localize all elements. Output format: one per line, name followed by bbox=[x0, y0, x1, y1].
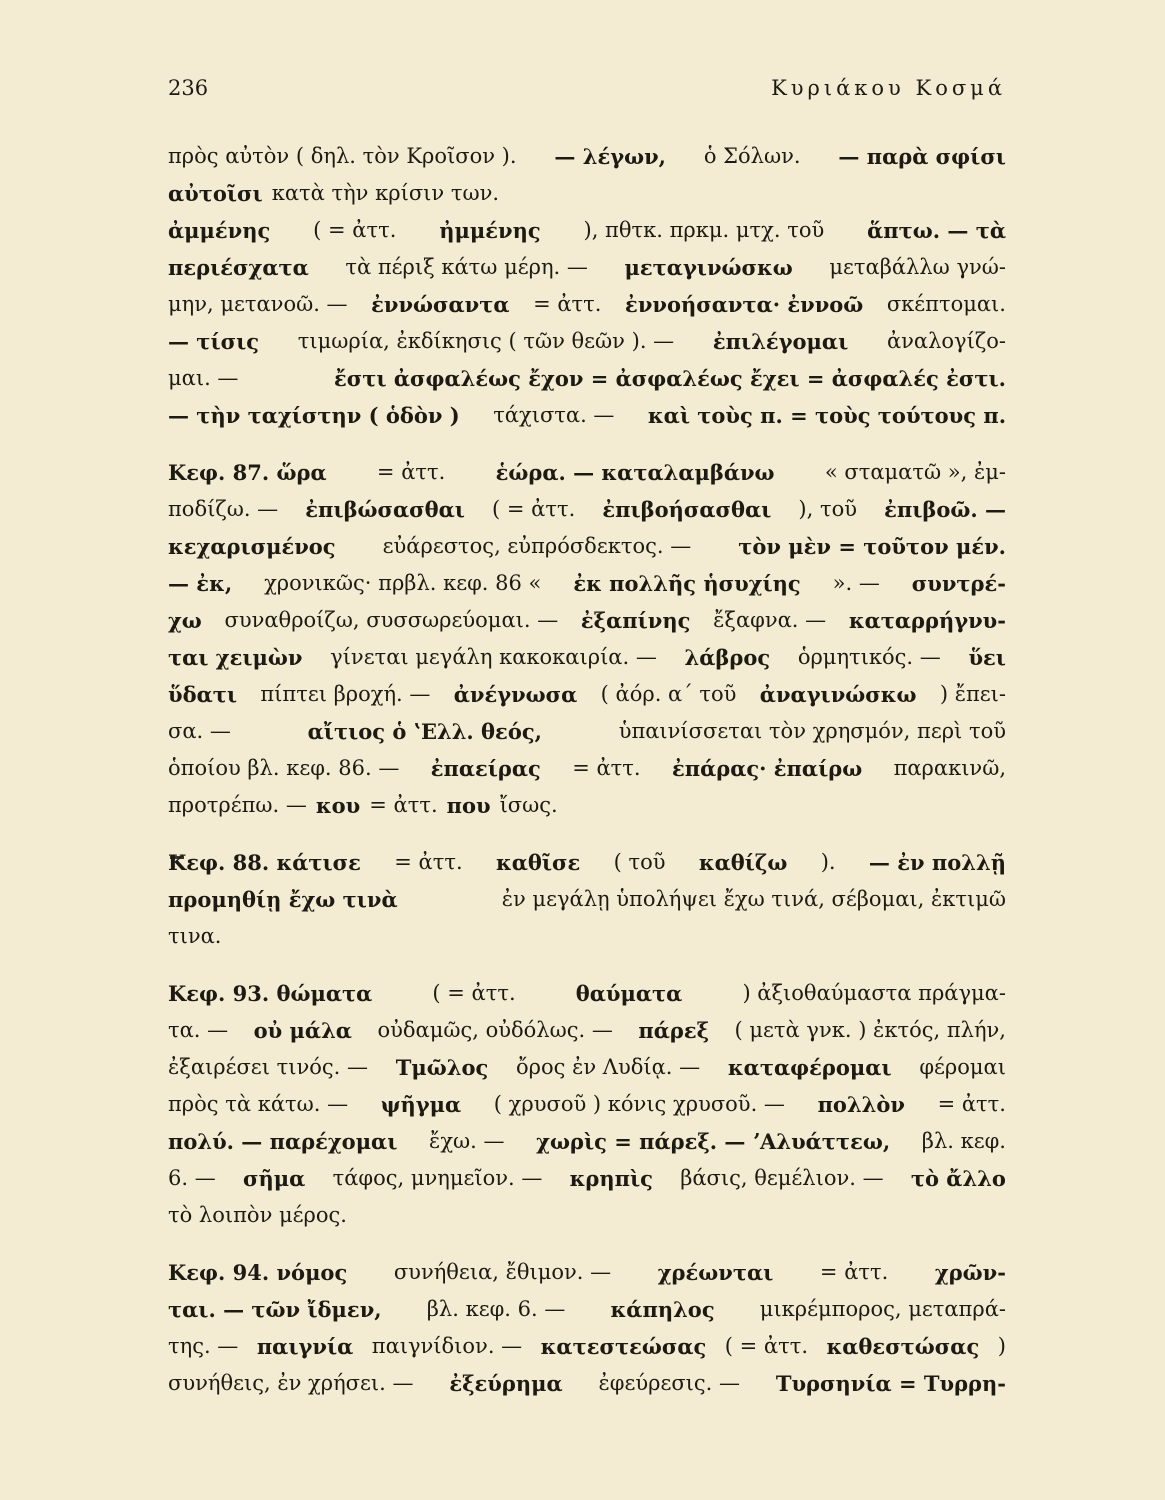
headword: ἐπάρας· ἐπαίρω bbox=[671, 756, 863, 781]
text-line bbox=[168, 323, 1006, 360]
headword: λάβρος bbox=[684, 645, 771, 670]
gloss: συναθροίζω, συσσωρεύομαι. — bbox=[224, 608, 559, 632]
paragraph bbox=[168, 454, 1006, 824]
headword: πολλὸν bbox=[817, 1092, 905, 1117]
gloss: ( ἀόρ. α΄ τοῦ bbox=[600, 682, 737, 706]
headword: ἅπτω. — τὰ bbox=[867, 218, 1006, 243]
headword: ἐπιβοῶ. — bbox=[884, 497, 1006, 522]
text-line bbox=[168, 1123, 1006, 1160]
gloss: πρὸς τὰ κάτω. — bbox=[168, 1092, 349, 1116]
text-line bbox=[168, 212, 1006, 249]
gloss: μαι. — bbox=[168, 366, 239, 390]
headword: μεταγινώσκω bbox=[624, 255, 793, 280]
text-line bbox=[168, 1012, 1006, 1049]
headword: ἐπιβώσασθαι bbox=[305, 497, 465, 522]
gloss: μικρέμπορος, μεταπρά- bbox=[759, 1297, 1006, 1321]
gloss: ποδίζω. — bbox=[168, 497, 279, 521]
text-line bbox=[168, 249, 1006, 286]
paragraph bbox=[168, 975, 1006, 1234]
gloss: ( = ἀττ. bbox=[724, 1334, 809, 1358]
gloss: πίπτει βροχή. — bbox=[260, 682, 431, 706]
gloss: βλ. κεφ. 6. — bbox=[426, 1297, 566, 1321]
gloss: μεταβάλλω γνώ- bbox=[829, 255, 1006, 279]
headword: που bbox=[446, 793, 491, 818]
headword: ἐπιβοήσασθαι bbox=[602, 497, 772, 522]
text-line bbox=[168, 1086, 1006, 1123]
text-line bbox=[168, 286, 1006, 323]
headword: τὸ ἄλλο bbox=[910, 1166, 1006, 1191]
gloss: ». — bbox=[832, 571, 880, 595]
gloss: ἐφεύρεσις. — bbox=[598, 1371, 741, 1395]
headword: θαύματα bbox=[575, 981, 683, 1006]
headword: κάπηλος bbox=[610, 1297, 715, 1322]
text-line bbox=[168, 491, 1006, 528]
headword: κατεστεώσας bbox=[540, 1334, 707, 1359]
headword: ἀμμένης bbox=[168, 218, 271, 243]
headword: — ἐκ, bbox=[168, 571, 233, 596]
gloss: ) bbox=[997, 1334, 1006, 1358]
text-line bbox=[168, 565, 1006, 602]
text-line bbox=[168, 175, 1006, 212]
headword: ται. — τῶν ἴδμεν, bbox=[168, 1297, 382, 1322]
gloss: ἔξαφνα. — bbox=[713, 608, 827, 632]
headword: χω bbox=[168, 608, 202, 633]
text-line bbox=[168, 750, 1006, 787]
gloss: ὁρμητικός. — bbox=[797, 645, 941, 669]
gloss: ) ἀξιοθαύμαστα πράγμα- bbox=[742, 981, 1006, 1005]
headword: ται χειμὼν bbox=[168, 645, 303, 670]
gloss: ( = ἀττ. bbox=[492, 497, 576, 521]
headword: πάρεξ bbox=[638, 1018, 710, 1043]
running-title: Κυριάκου Κοσμά bbox=[771, 76, 1006, 100]
gloss: σκέπτομαι. bbox=[886, 292, 1006, 316]
headword: ἀναγινώσκω bbox=[759, 682, 917, 707]
gloss: = ἀττ. bbox=[819, 1260, 889, 1284]
gloss: τινα. bbox=[168, 924, 222, 948]
page-number: 236 bbox=[168, 76, 209, 100]
gloss: τιμωρία, ἐκδίκησις ( τῶν θεῶν ). — bbox=[297, 329, 675, 353]
headword: ἐπιλέγομαι bbox=[712, 329, 849, 354]
gloss: πρὸς αὐτὸν ( δηλ. τὸν Κροῖσον ). bbox=[168, 144, 517, 168]
gloss: σα. — bbox=[168, 719, 231, 743]
gloss: = ἀττ. bbox=[376, 460, 446, 484]
text-line bbox=[168, 397, 1006, 434]
gloss: ( = ἀττ. bbox=[313, 218, 397, 242]
headword: ἐννώσαντα bbox=[371, 292, 510, 317]
headword: ἐξαπίνης bbox=[580, 608, 691, 633]
gloss: τὸ λοιπὸν μέρος. bbox=[168, 1203, 347, 1227]
gloss: = ἀττ. bbox=[533, 292, 602, 316]
paragraph bbox=[168, 138, 1006, 434]
headword: κεχαρισμένος bbox=[168, 534, 336, 559]
headword: Κεφ. 94. νόμος bbox=[168, 1260, 348, 1285]
gloss: ἐξαιρέσει τινός. — bbox=[168, 1055, 368, 1079]
gloss: οὐδαμῶς, οὐδόλως. — bbox=[377, 1018, 613, 1042]
text-line bbox=[168, 1254, 1006, 1291]
text-line bbox=[168, 360, 1006, 397]
headword: οὐ μάλα bbox=[253, 1018, 352, 1043]
headword: περιέσχατα bbox=[168, 255, 309, 280]
gloss: ὁ Σόλων. bbox=[703, 144, 801, 168]
text-line bbox=[168, 1160, 1006, 1197]
paragraph bbox=[168, 844, 1006, 955]
headword: προμηθίῃ ἔχω τινὰ bbox=[168, 887, 398, 912]
gloss: συνήθεις, ἐν χρήσει. — bbox=[168, 1371, 414, 1395]
gloss: ἐν μεγάλῃ ὑπολήψει ἔχω τινά, σέβομαι, ἐκτιμῶ bbox=[501, 887, 1006, 911]
text-line bbox=[168, 639, 1006, 676]
gloss: χρονικῶς· πρβλ. κεφ. 86 « bbox=[264, 571, 542, 595]
text-line bbox=[168, 787, 1006, 824]
headword: — τίσις bbox=[168, 329, 260, 354]
text-line bbox=[168, 1049, 1006, 1086]
headword: ἐκ πολλῆς ἡσυχίης bbox=[573, 571, 801, 596]
headword: καταφέρομαι bbox=[727, 1055, 892, 1080]
headword: κου bbox=[315, 793, 361, 818]
gloss: ( χρυσοῦ ) κόνις χρυσοῦ. — bbox=[493, 1092, 785, 1116]
gloss: τα. — bbox=[168, 1018, 229, 1042]
headword: ἐξεύρημα bbox=[449, 1371, 563, 1396]
gloss: τάφος, μνημεῖον. — bbox=[332, 1166, 543, 1190]
headword: Κεφ. 87. ὥρα bbox=[168, 460, 327, 485]
text-line bbox=[168, 844, 1006, 881]
gloss: 6. — bbox=[168, 1166, 216, 1190]
text-line bbox=[168, 1328, 1006, 1365]
headword: καὶ τοὺς π. = τοὺς τούτους π. bbox=[647, 403, 1006, 428]
text-line bbox=[168, 138, 1006, 175]
text-line bbox=[168, 881, 1006, 918]
gloss: ἴσως. bbox=[499, 793, 558, 817]
text-line bbox=[168, 602, 1006, 639]
headword: καταρρήγνυ- bbox=[848, 608, 1006, 633]
gloss: ὑπαινίσσεται τὸν χρησμόν, περὶ τοῦ bbox=[618, 719, 1006, 743]
headword: — λέγων, bbox=[554, 144, 666, 169]
text-line bbox=[168, 1197, 1006, 1234]
gloss: ὄρος ἐν Λυδίᾳ. — bbox=[516, 1055, 701, 1079]
gloss: ( τοῦ bbox=[613, 850, 666, 874]
headword: σῆμα bbox=[243, 1166, 306, 1191]
headword: — τὴν ταχίστην ( ὁδὸν ) bbox=[168, 403, 460, 428]
headword: ψῆγμα bbox=[380, 1092, 462, 1117]
gloss: = ἀττ. bbox=[369, 793, 438, 817]
headword: πολύ. — παρέχομαι bbox=[168, 1129, 398, 1154]
gloss: εὐάρεστος, εὐπρόσδεκτος. — bbox=[382, 534, 692, 558]
gloss: ( μετὰ γνκ. ) ἐκτός, πλήν, bbox=[734, 1018, 1006, 1042]
headword: αἴτιος ὁ ʽΕλλ. θεός, bbox=[307, 719, 542, 744]
gloss: = ἀττ. bbox=[937, 1092, 1006, 1116]
headword: καθεστώσας bbox=[826, 1334, 980, 1359]
paragraph bbox=[168, 1254, 1006, 1402]
headword: κρηπὶς bbox=[569, 1166, 653, 1191]
gloss: φέρομαι bbox=[919, 1055, 1006, 1079]
headword: ὕδατι bbox=[168, 682, 238, 707]
gloss: ὁποίου βλ. κεφ. 86. — bbox=[168, 756, 400, 780]
headword: παιγνία bbox=[256, 1334, 354, 1359]
gloss: συνήθεια, ἔθιμον. — bbox=[393, 1260, 612, 1284]
text-line bbox=[168, 676, 1006, 713]
headword: — ἐν πολλῇ bbox=[868, 850, 1006, 875]
gloss: της. — bbox=[168, 1334, 239, 1358]
gloss: κατὰ τὴν κρίσιν των. bbox=[271, 181, 500, 205]
headword: Τυρσηνία = Τυρρη- bbox=[775, 1371, 1006, 1396]
commentary-text bbox=[168, 138, 1006, 1422]
gloss: τάχιστα. — bbox=[493, 403, 615, 427]
gloss: ἀναλογίζο- bbox=[886, 329, 1006, 353]
headword: χρῶν- bbox=[934, 1260, 1006, 1285]
text-line bbox=[168, 1365, 1006, 1402]
gloss: ἔχω. — bbox=[429, 1129, 505, 1153]
headword: ἀνέγνωσα bbox=[453, 682, 578, 707]
gloss: = ἀττ. bbox=[572, 756, 641, 780]
headword: συντρέ- bbox=[911, 571, 1006, 596]
gloss: παρακινῶ, bbox=[893, 756, 1006, 780]
headword: χωρὶς = πάρεξ. — ʼΑλυάττεω, bbox=[536, 1129, 891, 1154]
gloss: γίνεται μεγάλη κακοκαιρία. — bbox=[330, 645, 657, 669]
headword: ἑώρα. — καταλαμβάνω bbox=[495, 460, 775, 485]
gloss: προτρέπω. — bbox=[168, 793, 307, 817]
headword: ἐννοήσαντα· ἐννοῶ bbox=[625, 292, 864, 317]
headword: ἔστι ἀσφαλέως ἔχον = ἀσφαλέως ἔχει = ἀσφαλές ἐστι. bbox=[334, 366, 1006, 391]
text-line bbox=[168, 454, 1006, 491]
text-line bbox=[168, 918, 1006, 955]
headword: αὐτοῖσι bbox=[168, 181, 263, 206]
running-header bbox=[168, 76, 1006, 100]
gloss: ( = ἀττ. bbox=[432, 981, 516, 1005]
gloss: μην, μετανοῶ. — bbox=[168, 292, 348, 316]
headword: καθίζω bbox=[698, 850, 788, 875]
headword: τὸν μὲν = τοῦτον μέν. bbox=[738, 534, 1006, 559]
headword: — παρὰ σφίσι bbox=[838, 144, 1006, 169]
gloss: « σταματῶ », ἐμ- bbox=[824, 460, 1006, 484]
gloss: τὰ πέριξ κάτω μέρη. — bbox=[345, 255, 588, 279]
headword: Κεφ. 93. θώματα bbox=[168, 981, 373, 1006]
text-line bbox=[168, 528, 1006, 565]
gloss: παιγνίδιον. — bbox=[371, 1334, 523, 1358]
headword: ἐπαείρας bbox=[430, 756, 541, 781]
headword: χρέωνται bbox=[657, 1260, 774, 1285]
gloss: ), τοῦ bbox=[798, 497, 857, 521]
text-line bbox=[168, 1291, 1006, 1328]
gloss: ), πθτκ. πρκμ. μτχ. τοῦ bbox=[583, 218, 825, 242]
headword: ὕει bbox=[968, 645, 1006, 670]
text-line bbox=[168, 713, 1006, 750]
gloss: βάσις, θεμέλιον. — bbox=[680, 1166, 884, 1190]
headword: Κεφ. 88. κάτισε bbox=[168, 850, 361, 875]
gloss: ) ἔπει- bbox=[939, 682, 1006, 706]
headword: ἠμμένης bbox=[439, 218, 541, 243]
gloss: ). bbox=[820, 850, 836, 874]
headword: Τμῶλος bbox=[395, 1055, 489, 1080]
gloss: βλ. κεφ. bbox=[921, 1129, 1006, 1153]
gloss: = ἀττ. bbox=[394, 850, 463, 874]
text-line bbox=[168, 975, 1006, 1012]
headword: καθῖσε bbox=[495, 850, 581, 875]
